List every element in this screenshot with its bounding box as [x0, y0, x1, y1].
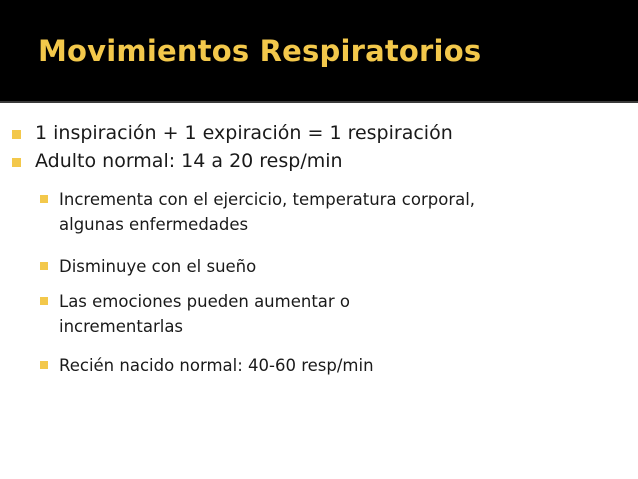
slide-title: Movimientos Respiratorios [38, 34, 482, 68]
bullet-item [12, 121, 453, 145]
sub-bullet-item [40, 187, 479, 237]
square-bullet-icon [40, 195, 48, 203]
square-bullet-icon [40, 361, 48, 369]
bullet-item [12, 149, 343, 173]
square-bullet-icon [40, 262, 48, 270]
sub-bullet-text: Disminuye con el sueño [59, 257, 257, 276]
sub-bullet-text: Recién nacido normal: 40-60 resp/min [59, 356, 374, 375]
square-bullet-icon [12, 130, 21, 139]
sub-bullet-item [40, 289, 479, 339]
sub-bullet-item [40, 254, 479, 279]
title-band [0, 0, 638, 100]
bullet-text: 1 inspiración + 1 expiración = 1 respiración [35, 122, 453, 144]
bullet-text: Adulto normal: 14 a 20 resp/min [35, 150, 343, 172]
square-bullet-icon [12, 158, 21, 167]
slide-content [0, 103, 638, 479]
sub-bullet-text: Las emociones pueden aumentar o incrementarlas [59, 292, 351, 336]
sub-bullet-item [40, 353, 479, 378]
square-bullet-icon [40, 297, 48, 305]
sub-bullet-text: Incrementa con el ejercicio, temperatura corporal, algunas enfermedades [59, 190, 476, 234]
